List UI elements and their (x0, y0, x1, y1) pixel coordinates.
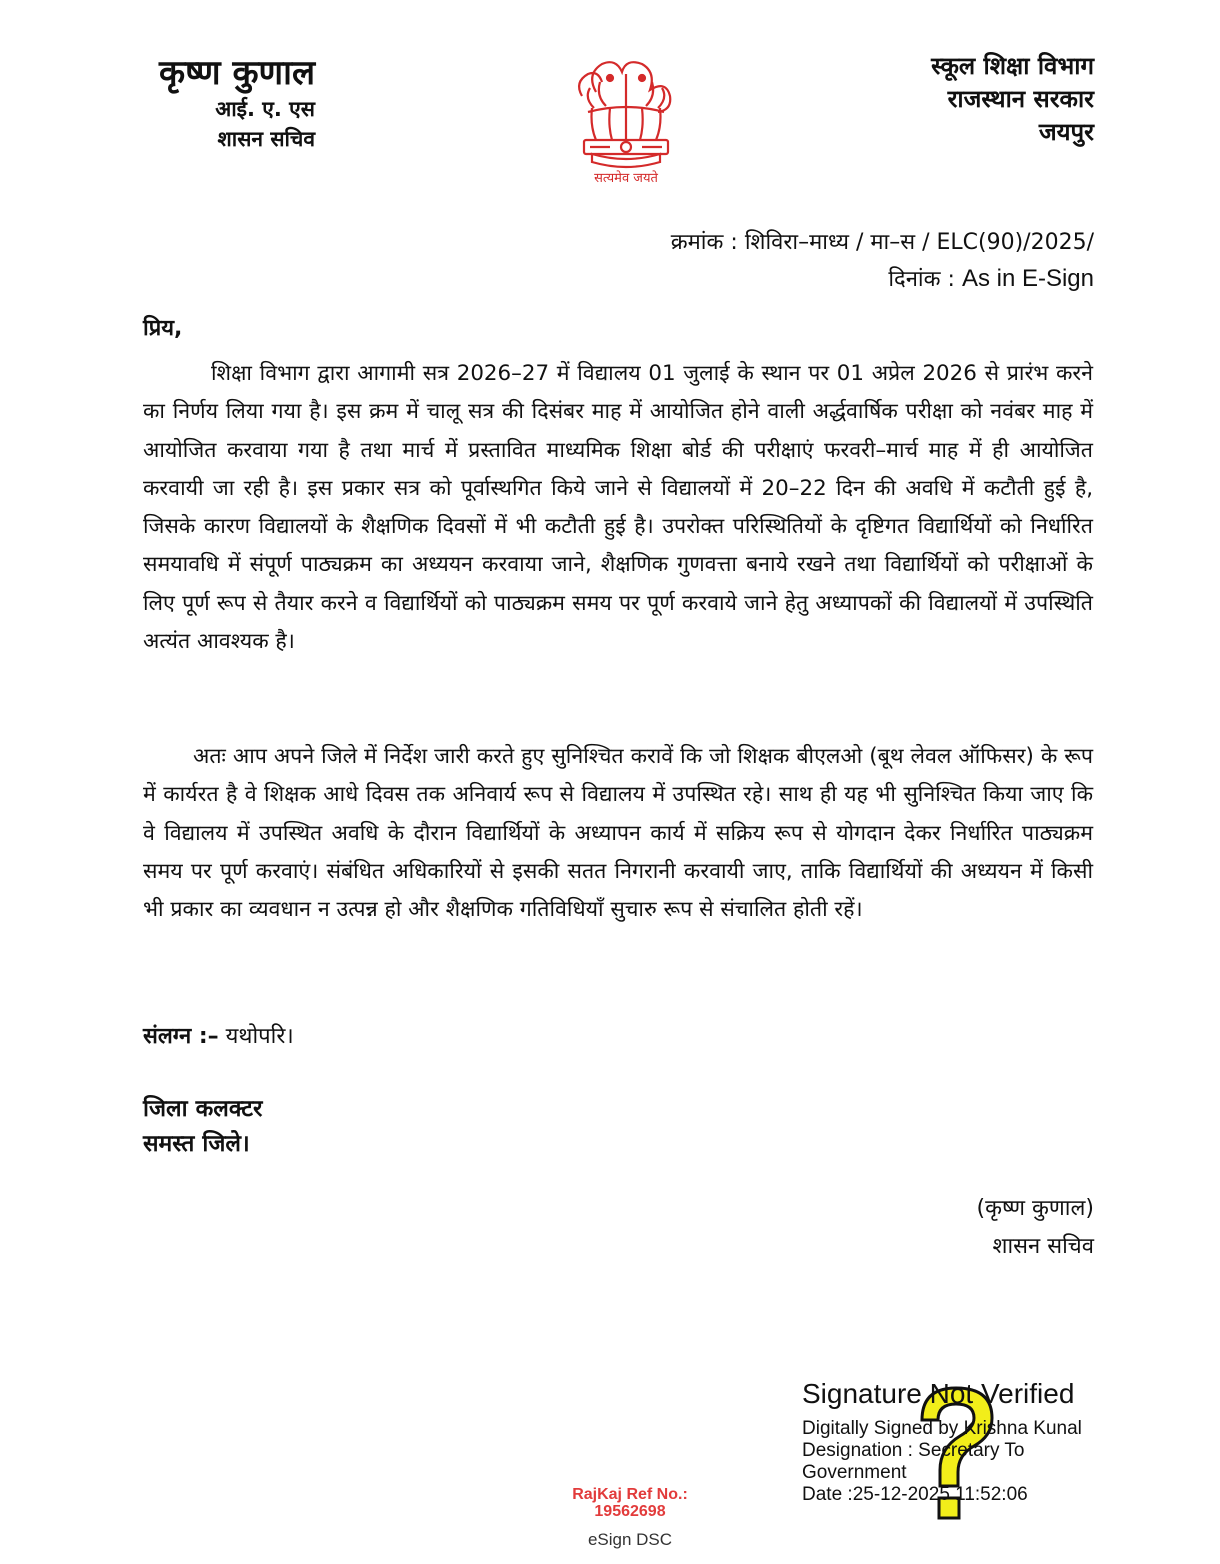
signature-details (802, 1418, 1122, 1506)
city-name: जयपुर (1038, 118, 1094, 146)
recipient-line-1: जिला कलक्टर (143, 1096, 263, 1122)
reference-number (671, 225, 1094, 261)
digital-signature (802, 1376, 1122, 1506)
officer-designation: शासन सचिव (217, 127, 315, 151)
enclosure (143, 1020, 294, 1050)
signature-status: Signature Not Verified (802, 1378, 1075, 1409)
recipient-line-2: समस्त जिले। (143, 1131, 250, 1157)
enclosure-label: संलग्न :– (143, 1024, 219, 1049)
reference-date-label: दिनांक : (888, 267, 955, 292)
paragraph-2: अतः आप अपने जिले में निर्देश जारी करते हुए सुनिश्चित करावें कि जो शिक्षक बीएलओ (बूथ लेवल ऑफिसर) के रूप में कार्यरत है वे शिक्षक आधे दिवस तक अनिवार्य रूप से विद्यालय में उपस्थित रहे। साथ ही यह भी सुनिश्चित किया जाए कि वे विद्यालय में उपस्थित अवधि के दौरान विद्यार्थियों के अध्यापन कार्य में सक्रिय रूप से योगदान देकर निर्धारित पाठ्यक्रम समय पर पूर्ण करवाएं। संबंधित अधिकारियों से इसकी सतत निगरानी करवायी जाए, ताकि विद्यार्थियों की अध्ययन में किसी भी प्रकार का व्यवधान न उत्पन्न हो और शैक्षणिक गतिविधियाँ सुचारु रूप से संचालित होती रहें। (143, 744, 1093, 923)
reference-date-value: As in E-Sign (961, 265, 1094, 292)
paragraph-1: शिक्षा विभाग द्वारा आगामी सत्र 2026–27 में विद्यालय 01 जुलाई के स्थान पर 01 अप्रेल 2026 से प्रारंभ करने का निर्णय लिया गया है। इस क्रम में चालू सत्र की दिसंबर माह में आयोजित होने वाली अर्द्धवार्षिक परीक्षा को नवंबर माह में आयोजित करवाया गया है तथा मार्च में प्रस्तावित माध्यमिक शिक्षा बोर्ड की परीक्षाएं फरवरी–मार्च माह में ही आयोजित करवायी जा रही है। इस प्रकार सत्र को पूर्वास्थगित किये जाने से विद्यालयों में 20–22 दिन की अवधि में कटौती हुई है, जिसके कारण विद्यालयों के शैक्षणिक दिवसों में भी कटौती हुई है। उपरोक्त परिस्थितियों के दृष्टिगत विद्यार्थियों को निर्धारित समयावधि में संपूर्ण पाठ्यक्रम का अध्ययन करवाया जाने, शैक्षणिक गुणवत्ता बनाये रखने तथा विद्यार्थियों को परीक्षाओं के लिए पूर्ण रूप से तैयार करने व विद्यार्थियों को पाठ्यक्रम समय पर पूर्ण करवाये जाने हेतु अध्यापकों की विद्यालयों में उपस्थिति अत्यंत आवश्यक है। (143, 361, 1093, 655)
enclosure-value: यथोपरि। (225, 1024, 294, 1049)
signatory-designation: शासन सचिव (992, 1234, 1094, 1259)
department-header (931, 50, 1094, 149)
signer-designation-2: Government (802, 1462, 907, 1483)
reference-block (671, 225, 1094, 298)
recipient (143, 1092, 262, 1162)
signature-date: Date :25-12-2025 11:52:06 (802, 1484, 1028, 1505)
state-emblem (566, 52, 686, 188)
department-name: स्कूल शिक्षा विभाग (931, 52, 1094, 80)
rajkaj-number: 19562698 (594, 1503, 666, 1520)
officer-name: कृष्ण कुणाल (158, 53, 315, 93)
salutation: प्रिय, (143, 316, 183, 341)
government-name: राजस्थान सरकार (947, 85, 1094, 113)
signed-by: Digitally Signed by Krishna Kunal (802, 1418, 1082, 1439)
rajkaj-reference (530, 1486, 730, 1520)
esign-label: eSign DSC (587, 1530, 673, 1549)
signatory-block (977, 1190, 1094, 1266)
signer-designation-1: Designation : Secretary To (802, 1440, 1025, 1461)
ashoka-emblem-icon (566, 52, 686, 188)
reference-number-label: क्रमांक : (670, 230, 738, 255)
rajkaj-label: RajKaj Ref No.: (572, 1486, 688, 1503)
reference-number-value: शिविरा–माध्य / मा–स / ELC(90)/2025/ (744, 230, 1094, 255)
reference-date (671, 261, 1094, 298)
officer-header (140, 52, 315, 154)
emblem-motto: सत्यमेव जयते (594, 171, 658, 186)
officer-service: आई. ए. एस (215, 97, 315, 121)
signatory-name: (कृष्ण कुणाल) (976, 1196, 1094, 1221)
